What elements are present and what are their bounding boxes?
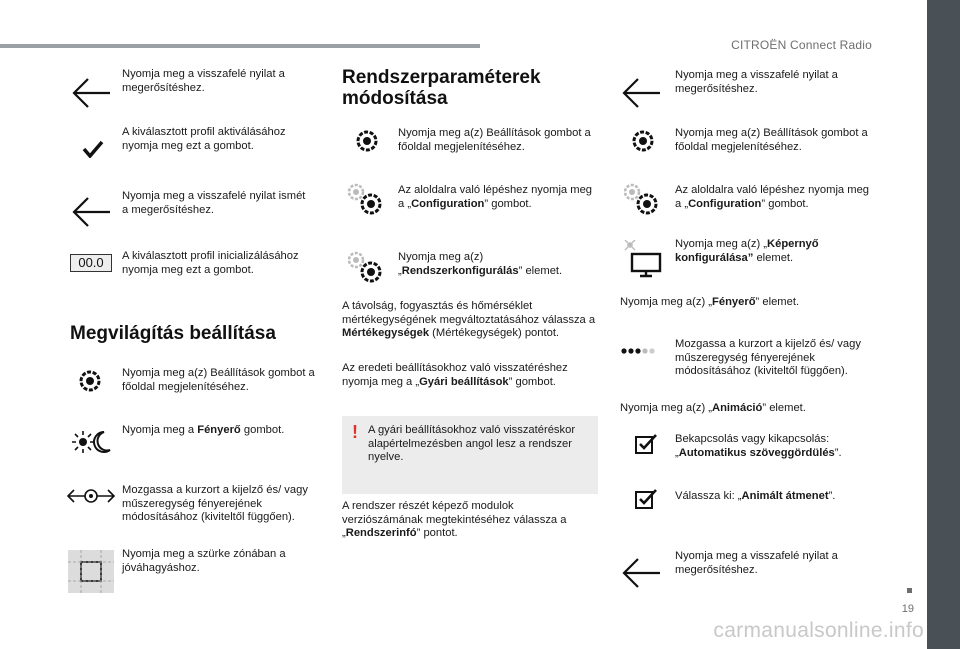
- col3-last-text: Nyomja meg a visszafelé nyilat a megerősítéshez.: [675, 550, 838, 576]
- end-mark: [907, 588, 912, 593]
- page-header-title: CITROËN Connect Radio: [731, 38, 872, 52]
- grey-zone-icon: [68, 550, 114, 593]
- warning-text: A gyári beállításokhoz való visszatéréskor alapértelmezésben angol lesz a rendszer nyelve.: [368, 424, 576, 464]
- sub-settings-icon: [344, 248, 386, 286]
- back-arrow-icon: [620, 556, 662, 590]
- sub-settings-icon: [344, 180, 386, 218]
- slider-cursor-icon: [66, 486, 116, 506]
- brightness-icon: [70, 428, 112, 456]
- col2-item-3-text: Nyomja meg a(z) „Rendszerkonfigurálás” elemet.: [398, 251, 563, 277]
- col3-line-animation: Nyomja meg a(z) „Animáció” elemet.: [620, 402, 806, 414]
- col1-sec-item-4-text: Nyomja meg a szürke zónában a jóváhagyáshoz.: [122, 548, 286, 574]
- col3-check-item-1-text: Bekapcsolás vagy kikapcsolás: „Automatikus szöveggördülés”.: [675, 433, 842, 459]
- col3-item-1-text: Nyomja meg a visszafelé nyilat a megerősítéshez.: [675, 69, 838, 95]
- settings-gear-icon: [628, 126, 658, 156]
- col1-item-3-text: Nyomja meg a visszafelé nyilat ismét a megerősítéshez.: [122, 190, 306, 216]
- section-title-lighting: Megvilágítás beállítása: [70, 323, 276, 344]
- checkbox-icon: [634, 488, 658, 510]
- sub-settings-icon: [620, 180, 662, 218]
- col2-paragraph-sysinfo: A rendszer részét képező modulok verziószámának megtekintéséhez válassza a „Rendszerinfó” pontot.: [342, 500, 567, 540]
- col1-sec-item-2-text: Nyomja meg a Fényerő gombot.: [122, 424, 285, 436]
- col1-item-2-text: A kiválasztott profil aktiválásához nyomja meg ezt a gombot.: [122, 126, 286, 152]
- col3-cursor-text: Mozgassa a kurzort a kijelző és/ vagy műszeregység fényerejének módosításához (kiviteltől függően).: [675, 338, 861, 378]
- col3-item-4-text: Nyomja meg a(z) „Képernyő konfigurálása” elemet.: [675, 238, 819, 264]
- back-arrow-icon: [70, 76, 112, 110]
- col3-item-3-text: Az aloldalra való lépéshez nyomja meg a „Configuration” gombot.: [675, 184, 870, 210]
- watermark: carmanualsonline.info: [713, 619, 924, 642]
- section-title-line-1: Rendszerparaméterek: [342, 67, 541, 88]
- settings-gear-icon: [352, 126, 382, 156]
- settings-gear-icon: [75, 366, 105, 396]
- right-edge-band: [927, 0, 960, 649]
- col1-sec-item-1-text: Nyomja meg a(z) Beállítások gombot a főoldal megjelenítéséhez.: [122, 367, 315, 393]
- header-rule: [0, 44, 480, 48]
- checkmark-icon: [82, 140, 104, 158]
- back-arrow-icon: [620, 76, 662, 110]
- counter-icon: 00.0: [70, 254, 112, 272]
- level-dots-icon: [620, 346, 660, 356]
- col2-item-2-text: Az aloldalra való lépéshez nyomja meg a „Configuration” gombot.: [398, 184, 593, 210]
- screen-config-icon: [622, 240, 664, 280]
- section-title-line-2: módosítása: [342, 88, 448, 109]
- col1-sec-item-3-text: Mozgassa a kurzort a kijelző és/ vagy műszeregység fényerejének módosításához (kiviteltől függően).: [122, 484, 308, 524]
- section-title-system: [342, 67, 541, 109]
- checkbox-icon: [634, 433, 658, 455]
- col3-item-2-text: Nyomja meg a(z) Beállítások gombot a főoldal megjelenítéséhez.: [675, 127, 868, 153]
- warning-icon: !: [352, 422, 358, 442]
- col2-paragraph-units: A távolság, fogyasztás és hőmérséklet mértékegységének megváltoztatásához válassza a Mértékegységek (Mértékegységek) pontot.: [342, 300, 596, 340]
- col1-item-4-text: A kiválasztott profil inicializálásához nyomja meg ezt a gombot.: [122, 250, 299, 276]
- col3-line-brightness: Nyomja meg a(z) „Fényerő” elemet.: [620, 296, 800, 308]
- col3-check-item-2-text: Válassza ki: „Animált átmenet”.: [675, 490, 836, 502]
- col1-item-1-text: Nyomja meg a visszafelé nyilat a megerősítéshez.: [122, 68, 285, 94]
- page-number: 19: [901, 603, 914, 615]
- back-arrow-icon: [70, 195, 112, 229]
- col2-paragraph-factory: Az eredeti beállításokhoz való visszatéréshez nyomja meg a „Gyári beállítások” gombot.: [342, 362, 568, 388]
- col2-item-1-text: Nyomja meg a(z) Beállítások gombot a főoldal megjelenítéséhez.: [398, 127, 591, 153]
